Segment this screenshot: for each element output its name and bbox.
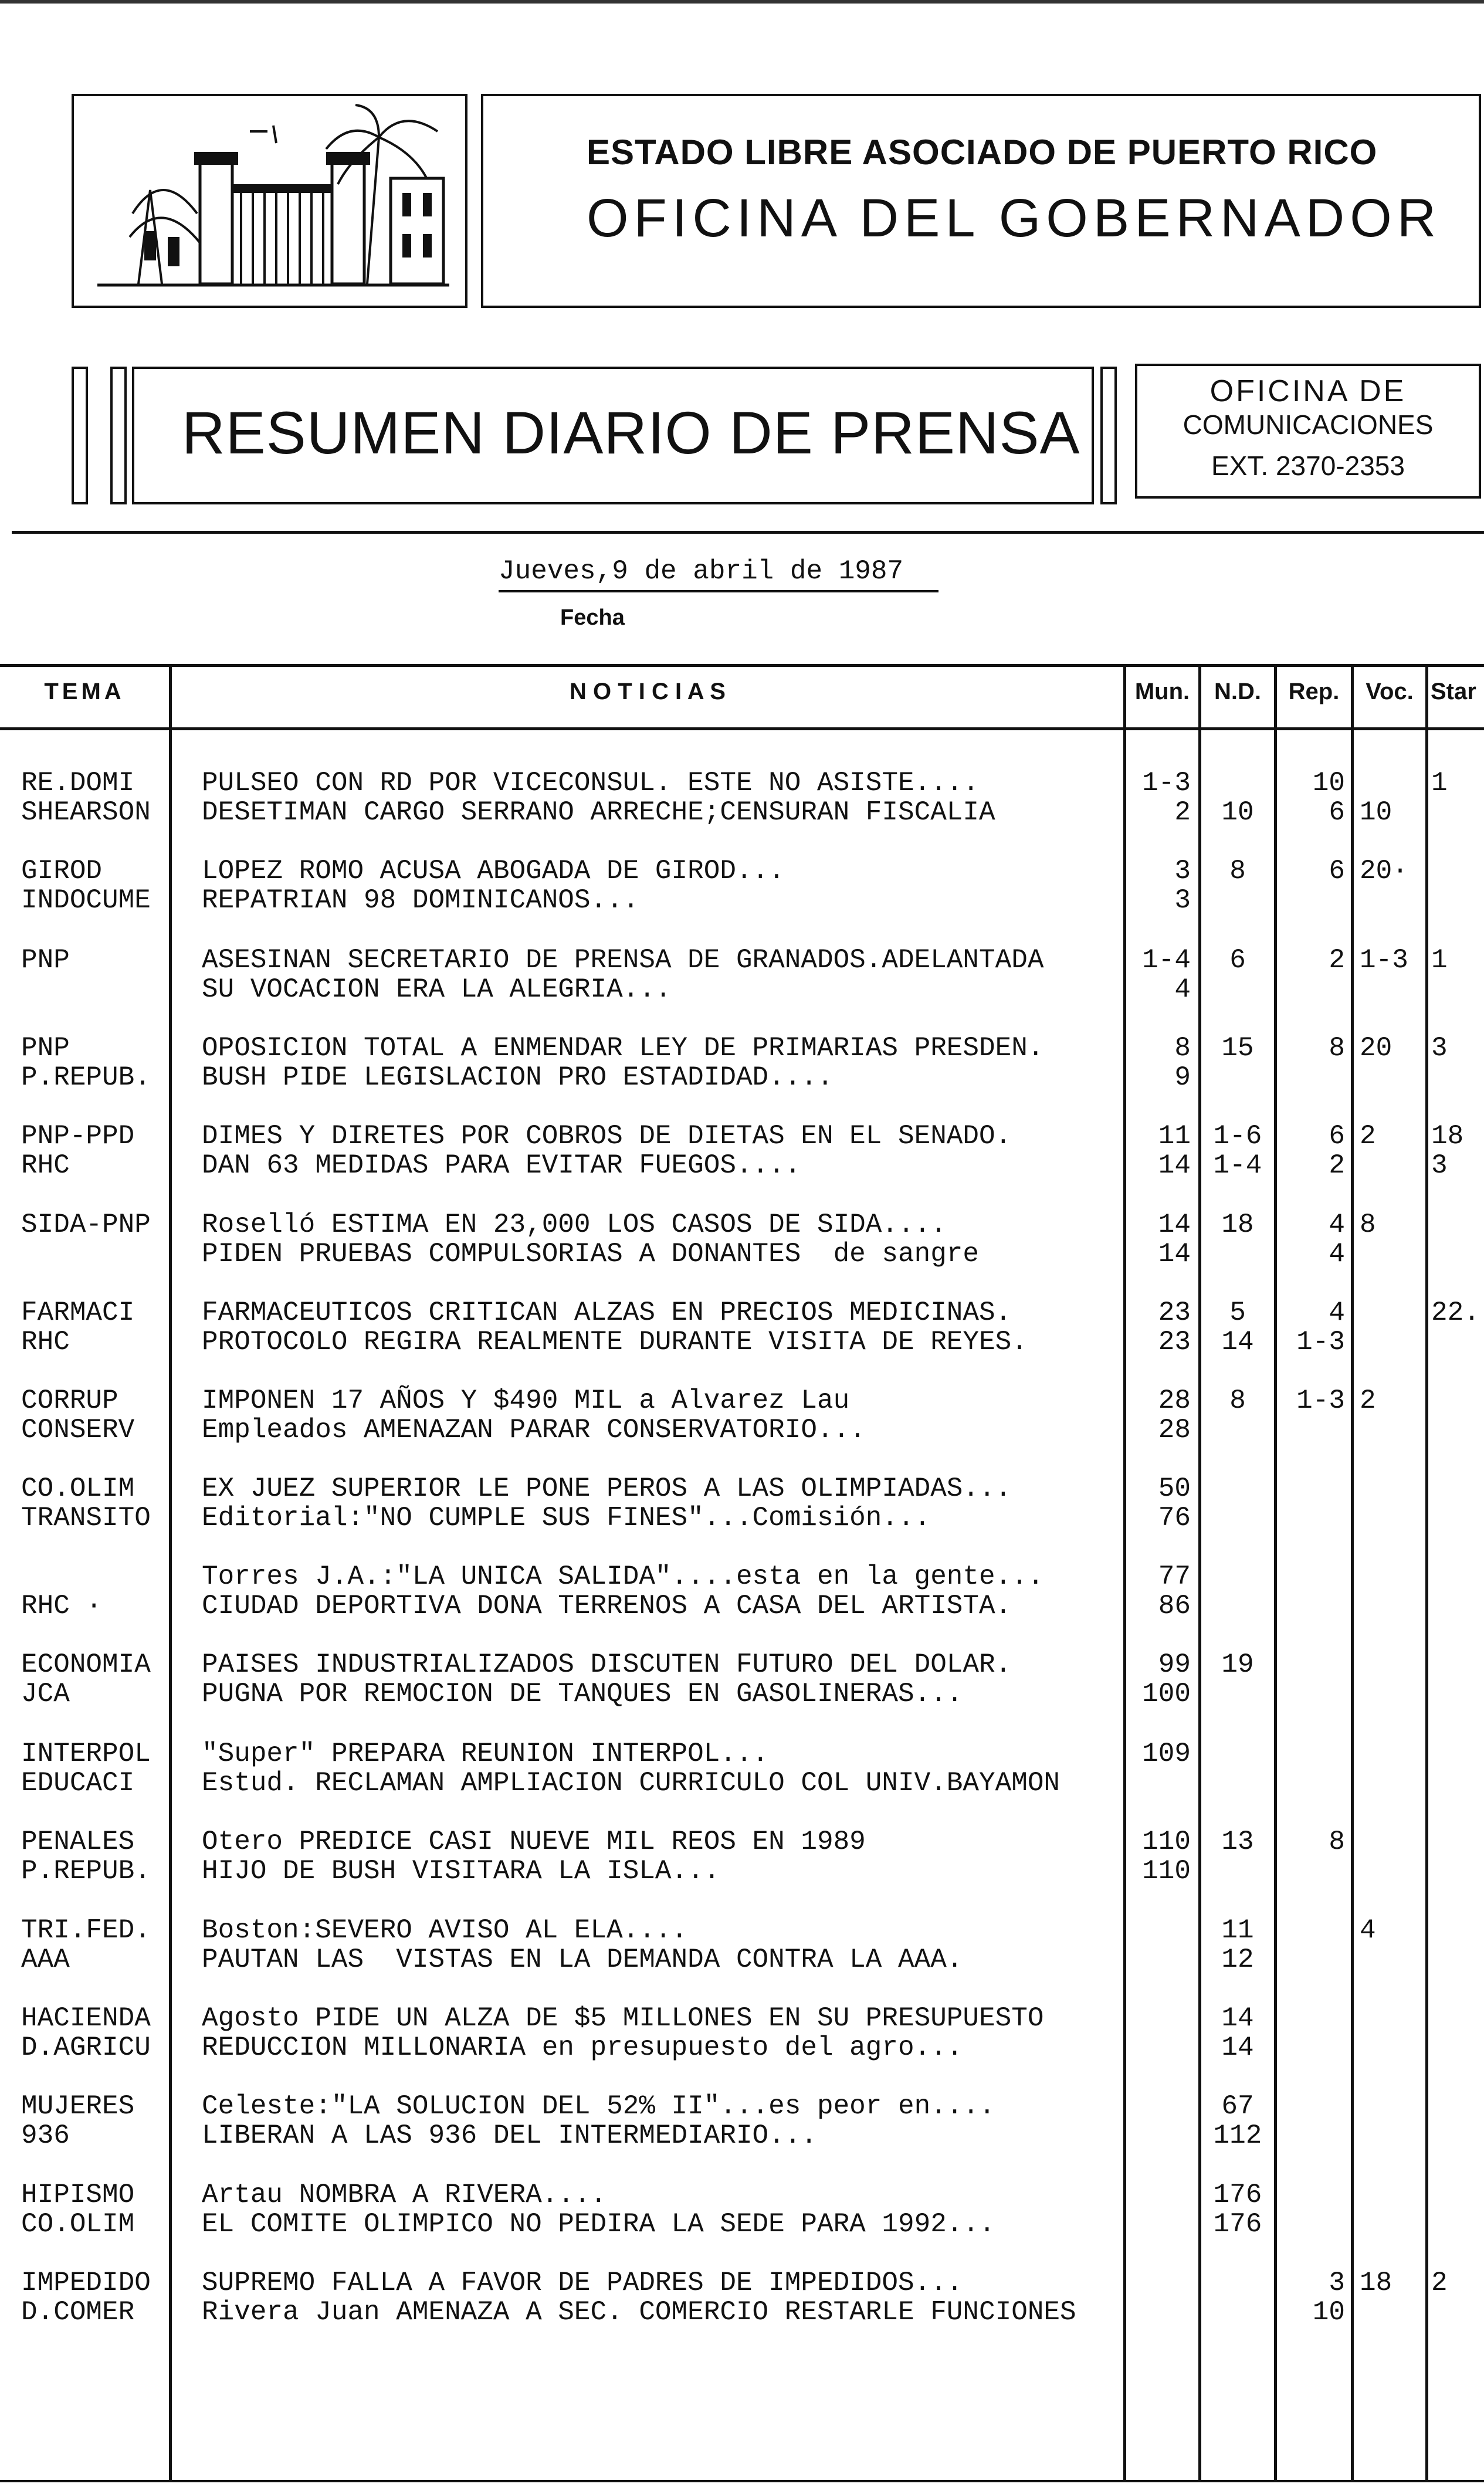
row-16-nd-line-1: 67 xyxy=(1221,2091,1254,2122)
row-14-tema-line-1: TRI.FED. xyxy=(21,1915,151,1946)
row-5-voc-line-1: 2 xyxy=(1360,1121,1376,1151)
row-1-tema-line-1: RE.DOMI xyxy=(21,768,135,798)
row-5-rep-line-1: 6 xyxy=(1329,1121,1345,1151)
row-18-noticia-line-1: SUPREMO FALLA A FAVOR DE PADRES DE IMPEDIDOS... xyxy=(202,2268,963,2298)
row-7-noticia-line-2: PROTOCOLO REGIRA REALMENTE DURANTE VISITA DE REYES. xyxy=(202,1327,1028,1357)
row-8-tema-line-2: CONSERV xyxy=(21,1415,135,1445)
row-13-tema-line-2: P.REPUB. xyxy=(21,1856,151,1886)
row-15-nd-line-1: 14 xyxy=(1221,2003,1254,2034)
row-7-mun-line-2: 23 xyxy=(1158,1327,1191,1357)
row-2-noticia-line-1: LOPEZ ROMO ACUSA ABOGADA DE GIROD... xyxy=(202,856,785,886)
row-5-rep-line-2: 2 xyxy=(1329,1150,1345,1181)
row-2-tema-line-2: INDOCUME xyxy=(21,885,151,916)
row-1-voc-line-2: 10 xyxy=(1360,797,1392,828)
row-8-tema-line-1: CORRUP xyxy=(21,1385,118,1416)
row-18-voc-line-1: 18 xyxy=(1360,2268,1392,2298)
row-10-noticia-line-2: CIUDAD DEPORTIVA DONA TERRENOS A CASA DEL ARTISTA. xyxy=(202,1591,1012,1621)
row-1-noticia-line-2: DESETIMAN CARGO SERRANO ARRECHE;CENSURAN FISCALIA xyxy=(202,797,995,828)
row-13-noticia-line-1: Otero PREDICE CASI NUEVE MIL REOS EN 1989 xyxy=(202,1827,866,1857)
date-value: Jueves,9 de abril de 1987 xyxy=(499,556,904,587)
row-3-nd-line-1: 6 xyxy=(1229,945,1246,975)
row-12-noticia-line-1: "Super" PREPARA REUNION INTERPOL... xyxy=(202,1739,769,1769)
row-13-mun-line-2: 110 xyxy=(1142,1856,1191,1886)
row-5-nd-line-1: 1-6 xyxy=(1213,1121,1262,1151)
row-12-tema-line-1: INTERPOL xyxy=(21,1739,151,1769)
table-bottom-rule xyxy=(0,2480,1484,2482)
row-11-tema-line-2: JCA xyxy=(21,1679,70,1709)
row-12-noticia-line-2: Estud. RECLAMAN AMPLIACION CURRICULO COL UNIV.BAYAMON xyxy=(202,1768,1061,1798)
row-13-rep-line-1: 8 xyxy=(1329,1827,1345,1857)
row-7-nd-line-1: 5 xyxy=(1229,1297,1246,1328)
col-header-tema: TEMA xyxy=(44,679,125,704)
row-2-mun-line-1: 3 xyxy=(1174,856,1191,886)
row-8-nd-line-1: 8 xyxy=(1229,1385,1246,1416)
row-14-nd-line-1: 11 xyxy=(1221,1915,1254,1946)
header-divider xyxy=(12,531,1484,534)
row-14-noticia-line-1: Boston:SEVERO AVISO AL ELA.... xyxy=(202,1915,688,1946)
row-10-mun-line-2: 86 xyxy=(1158,1591,1191,1621)
row-6-voc-line-1: 8 xyxy=(1360,1209,1376,1240)
row-14-noticia-line-2: PAUTAN LAS VISTAS EN LA DEMANDA CONTRA LA AAA. xyxy=(202,1944,963,1975)
row-2-nd-line-1: 8 xyxy=(1229,856,1246,886)
office-title: OFICINA DEL GOBERNADOR xyxy=(587,188,1442,248)
row-1-mun-line-1: 1-3 xyxy=(1142,768,1191,798)
row-15-noticia-line-2: REDUCCION MILLONARIA en presupuesto del agro... xyxy=(202,2032,963,2063)
row-13-noticia-line-2: HIJO DE BUSH VISITARA LA ISLA... xyxy=(202,1856,720,1886)
row-3-noticia-line-1: ASESINAN SECRETARIO DE PRENSA DE GRANADOS.ADELANTADA xyxy=(202,945,1044,975)
col-divider-tema xyxy=(169,664,172,2481)
row-9-tema-line-2: TRANSITO xyxy=(21,1503,151,1533)
row-4-nd-line-1: 15 xyxy=(1221,1033,1254,1063)
row-6-rep-line-2: 4 xyxy=(1329,1239,1345,1269)
row-5-star-line-1: 18 xyxy=(1431,1121,1464,1151)
row-9-noticia-line-2: Editorial:"NO CUMPLE SUS FINES"...Comisión... xyxy=(202,1503,931,1533)
row-5-star-line-2: 3 xyxy=(1431,1150,1448,1181)
row-4-mun-line-2: 9 xyxy=(1174,1062,1191,1093)
row-5-tema-line-2: RHC xyxy=(21,1150,70,1181)
row-17-nd-line-1: 176 xyxy=(1213,2180,1262,2210)
row-8-mun-line-2: 28 xyxy=(1158,1415,1191,1445)
row-8-rep-line-1: 1-3 xyxy=(1296,1385,1345,1416)
row-8-noticia-line-1: IMPONEN 17 AÑOS Y $490 MIL a Alvarez Lau xyxy=(202,1385,850,1416)
row-16-tema-line-2: 936 xyxy=(21,2120,70,2151)
row-18-rep-line-1: 3 xyxy=(1329,2268,1345,2298)
row-15-tema-line-2: D.AGRICU xyxy=(21,2032,151,2063)
row-16-noticia-line-1: Celeste:"LA SOLUCION DEL 52% II"...es peor en.... xyxy=(202,2091,995,2122)
row-14-nd-line-2: 12 xyxy=(1221,1944,1254,1975)
fortaleza-logo xyxy=(74,96,465,306)
row-7-nd-line-2: 14 xyxy=(1221,1327,1254,1357)
row-10-tema-line-2: RHC · xyxy=(21,1591,103,1621)
date-underline xyxy=(499,590,938,592)
row-8-noticia-line-2: Empleados AMENAZAN PARAR CONSERVATORIO... xyxy=(202,1415,866,1445)
row-4-voc-line-1: 20 xyxy=(1360,1033,1392,1063)
row-14-voc-line-1: 4 xyxy=(1360,1915,1376,1946)
row-13-mun-line-1: 110 xyxy=(1142,1827,1191,1857)
row-4-mun-line-1: 8 xyxy=(1174,1033,1191,1063)
row-10-mun-line-1: 77 xyxy=(1158,1561,1191,1592)
row-4-tema-line-1: PNP xyxy=(21,1033,70,1063)
row-7-noticia-line-1: FARMACEUTICOS CRITICAN ALZAS EN PRECIOS MEDICINAS. xyxy=(202,1297,1012,1328)
row-3-voc-line-1: 1-3 xyxy=(1360,945,1408,975)
row-2-voc-line-1: 20· xyxy=(1360,856,1408,886)
row-16-nd-line-2: 112 xyxy=(1213,2120,1262,2151)
row-10-noticia-line-1: Torres J.A.:"LA UNICA SALIDA"....esta en la gente... xyxy=(202,1561,1044,1592)
col-header-noticias: N O T I C I A S xyxy=(570,679,726,704)
row-4-noticia-line-2: BUSH PIDE LEGISLACION PRO ESTADIDAD.... xyxy=(202,1062,834,1093)
row-15-tema-line-1: HACIENDA xyxy=(21,2003,151,2034)
banner-left-bar-2 xyxy=(110,367,127,504)
row-1-mun-line-2: 2 xyxy=(1174,797,1191,828)
row-18-rep-line-2: 10 xyxy=(1312,2297,1345,2327)
row-16-noticia-line-2: LIBERAN A LAS 936 DEL INTERMEDIARIO... xyxy=(202,2120,817,2151)
banner-right-bar xyxy=(1100,367,1117,504)
row-17-tema-line-1: HIPISMO xyxy=(21,2180,135,2210)
row-13-tema-line-1: PENALES xyxy=(21,1827,135,1857)
row-18-star-line-1: 2 xyxy=(1431,2268,1448,2298)
row-7-mun-line-1: 23 xyxy=(1158,1297,1191,1328)
row-9-mun-line-2: 76 xyxy=(1158,1503,1191,1533)
logo-frame xyxy=(72,94,467,308)
row-11-nd-line-1: 19 xyxy=(1221,1649,1254,1680)
col-header-star: Star xyxy=(1431,679,1476,704)
row-11-tema-line-1: ECONOMIA xyxy=(21,1649,151,1680)
table-header-rule xyxy=(0,727,1484,730)
row-8-voc-line-1: 2 xyxy=(1360,1385,1376,1416)
row-17-nd-line-2: 176 xyxy=(1213,2209,1262,2239)
office-extension: EXT. 2370-2353 xyxy=(1211,450,1405,481)
row-6-nd-line-1: 18 xyxy=(1221,1209,1254,1240)
row-12-tema-line-2: EDUCACI xyxy=(21,1768,135,1798)
row-17-noticia-line-1: Artau NOMBRA A RIVERA.... xyxy=(202,2180,607,2210)
row-11-noticia-line-2: PUGNA POR REMOCION DE TANQUES EN GASOLINERAS... xyxy=(202,1679,963,1709)
row-7-rep-line-2: 1-3 xyxy=(1296,1327,1345,1357)
col-divider-voc xyxy=(1425,664,1428,2481)
row-7-tema-line-1: FARMACI xyxy=(21,1297,135,1328)
row-15-noticia-line-1: Agosto PIDE UN ALZA DE $5 MILLONES EN SU PRESUPUESTO xyxy=(202,2003,1044,2034)
row-18-tema-line-1: IMPEDIDO xyxy=(21,2268,151,2298)
row-3-mun-line-2: 4 xyxy=(1174,974,1191,1005)
agency-title: ESTADO LIBRE ASOCIADO DE PUERTO RICO xyxy=(587,133,1378,172)
col-header-mun: Mun. xyxy=(1134,679,1190,704)
row-6-noticia-line-1: Roselló ESTIMA EN 23,000 LOS CASOS DE SIDA.... xyxy=(202,1209,947,1240)
row-5-noticia-line-1: DIMES Y DIRETES POR COBROS DE DIETAS EN EL SENADO. xyxy=(202,1121,1012,1151)
row-5-nd-line-2: 1-4 xyxy=(1213,1150,1262,1181)
col-header-nd: N.D. xyxy=(1214,679,1261,704)
row-11-mun-line-1: 99 xyxy=(1158,1649,1191,1680)
row-7-tema-line-2: RHC xyxy=(21,1327,70,1357)
row-16-tema-line-1: MUJERES xyxy=(21,2091,135,2122)
office-line-1: OFICINA DE xyxy=(1209,374,1407,408)
row-2-noticia-line-2: REPATRIAN 98 DOMINICANOS... xyxy=(202,885,639,916)
row-1-rep-line-2: 6 xyxy=(1329,797,1345,828)
row-1-tema-line-2: SHEARSON xyxy=(21,797,151,828)
row-3-tema-line-1: PNP xyxy=(21,945,70,975)
row-1-star-line-1: 1 xyxy=(1431,768,1448,798)
row-9-mun-line-1: 50 xyxy=(1158,1473,1191,1504)
row-18-tema-line-2: D.COMER xyxy=(21,2297,135,2327)
row-4-rep-line-1: 8 xyxy=(1329,1033,1345,1063)
row-7-star-line-1: 22. xyxy=(1431,1297,1480,1328)
date-label: Fecha xyxy=(560,605,625,630)
row-2-mun-line-2: 3 xyxy=(1174,885,1191,916)
row-5-mun-line-1: 11 xyxy=(1158,1121,1191,1151)
row-4-star-line-1: 3 xyxy=(1431,1033,1448,1063)
col-divider-nd xyxy=(1274,664,1277,2481)
row-1-nd-line-2: 10 xyxy=(1221,797,1254,828)
row-4-noticia-line-1: OPOSICION TOTAL A ENMENDAR LEY DE PRIMARIAS PRESDEN. xyxy=(202,1033,1044,1063)
row-1-rep-line-1: 10 xyxy=(1312,768,1345,798)
col-header-voc: Voc. xyxy=(1366,679,1414,704)
col-divider-rep xyxy=(1351,664,1354,2481)
row-5-tema-line-1: PNP-PPD xyxy=(21,1121,135,1151)
row-9-tema-line-1: CO.OLIM xyxy=(21,1473,135,1504)
row-3-mun-line-1: 1-4 xyxy=(1142,945,1191,975)
table-top-rule xyxy=(0,664,1484,667)
row-5-mun-line-2: 14 xyxy=(1158,1150,1191,1181)
row-12-mun-line-1: 109 xyxy=(1142,1739,1191,1769)
row-6-mun-line-2: 14 xyxy=(1158,1239,1191,1269)
row-6-rep-line-1: 4 xyxy=(1329,1209,1345,1240)
row-3-noticia-line-2: SU VOCACION ERA LA ALEGRIA... xyxy=(202,974,672,1005)
row-6-noticia-line-2: PIDEN PRUEBAS COMPULSORIAS A DONANTES de sangre xyxy=(202,1239,980,1269)
col-header-rep: Rep. xyxy=(1288,679,1340,704)
row-11-noticia-line-1: PAISES INDUSTRIALIZADOS DISCUTEN FUTURO DEL DOLAR. xyxy=(202,1649,1012,1680)
row-2-rep-line-1: 6 xyxy=(1329,856,1345,886)
row-8-mun-line-1: 28 xyxy=(1158,1385,1191,1416)
row-9-noticia-line-1: EX JUEZ SUPERIOR LE PONE PEROS A LAS OLIMPIADAS... xyxy=(202,1473,1012,1504)
top-border-line xyxy=(0,0,1484,4)
row-5-noticia-line-2: DAN 63 MEDIDAS PARA EVITAR FUEGOS.... xyxy=(202,1150,801,1181)
row-14-tema-line-2: AAA xyxy=(21,1944,70,1975)
row-6-tema-line-1: SIDA-PNP xyxy=(21,1209,151,1240)
banner-left-bar-1 xyxy=(72,367,88,504)
row-7-rep-line-1: 4 xyxy=(1329,1297,1345,1328)
office-line-2: COMUNICACIONES xyxy=(1183,409,1434,440)
row-11-mun-line-2: 100 xyxy=(1142,1679,1191,1709)
row-1-noticia-line-1: PULSEO CON RD POR VICECONSUL. ESTE NO ASISTE.... xyxy=(202,768,980,798)
row-6-mun-line-1: 14 xyxy=(1158,1209,1191,1240)
row-3-star-line-1: 1 xyxy=(1431,945,1448,975)
row-18-noticia-line-2: Rivera Juan AMENAZA A SEC. COMERCIO RESTARLE FUNCIONES xyxy=(202,2297,1076,2327)
banner-title: RESUMEN DIARIO DE PRENSA xyxy=(182,399,1080,466)
row-17-tema-line-2: CO.OLIM xyxy=(21,2209,135,2239)
row-17-noticia-line-2: EL COMITE OLIMPICO NO PEDIRA LA SEDE PARA 1992... xyxy=(202,2209,995,2239)
row-13-nd-line-1: 13 xyxy=(1221,1827,1254,1857)
row-2-tema-line-1: GIROD xyxy=(21,856,103,886)
row-15-nd-line-2: 14 xyxy=(1221,2032,1254,2063)
row-3-rep-line-1: 2 xyxy=(1329,945,1345,975)
row-4-tema-line-2: P.REPUB. xyxy=(21,1062,151,1093)
